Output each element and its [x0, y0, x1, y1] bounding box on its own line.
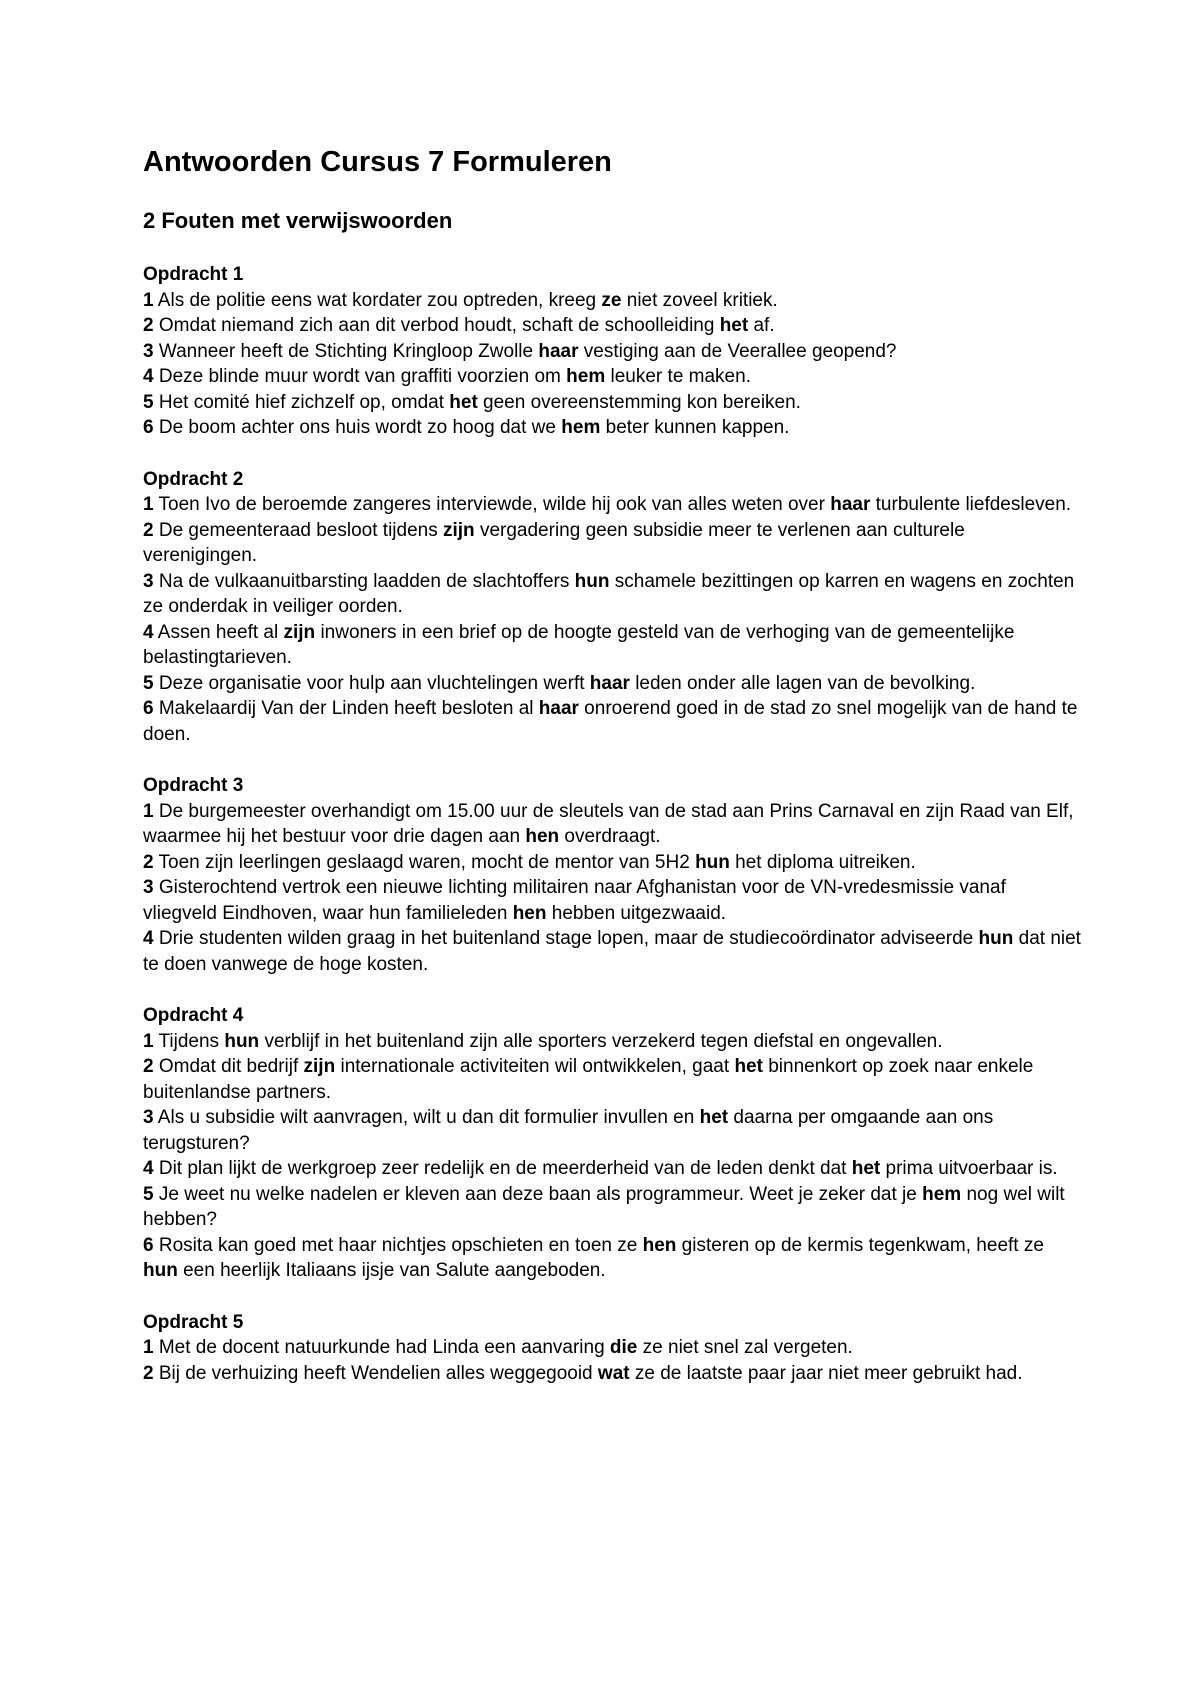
answer-number: 1: [143, 1337, 154, 1358]
answer-text: Deze organisatie voor hulp aan vluchtelingen werft: [153, 672, 590, 694]
answer-line: [143, 364, 1083, 390]
answer-text: ze niet snel zal vergeten.: [637, 1337, 853, 1358]
answer-keyword: hun: [695, 851, 730, 873]
answer-number: 1: [143, 1030, 154, 1052]
answer-text: De gemeenteraad besloot tijdens: [153, 519, 443, 541]
answer-keyword: haar: [830, 494, 871, 515]
answer-line: [143, 518, 1083, 569]
answer-line: [143, 671, 1083, 697]
answer-number: 4: [143, 366, 154, 387]
answer-keyword: zijn: [303, 1056, 336, 1077]
answer-text: Het comité hief zichzelf op, omdat: [153, 391, 450, 413]
exercise-2: [143, 467, 1083, 748]
answer-keyword: ze: [601, 289, 622, 311]
answer-text: Assen heeft al: [153, 621, 284, 643]
answer-line: [143, 799, 1083, 850]
answer-number: 3: [143, 570, 154, 592]
answer-text: gisteren op de kermis tegenkwam, heeft ze: [676, 1234, 1044, 1256]
answer-text: Rosita kan goed met haar nichtjes opschieten en toen ze: [153, 1234, 643, 1256]
answer-text: turbulente liefdesleven.: [870, 494, 1072, 515]
answer-text: Wanneer heeft de Stichting Kringloop Zwolle: [153, 340, 539, 362]
answer-keyword: het: [699, 1107, 729, 1128]
answer-keyword: hem: [561, 417, 601, 438]
answer-number: 5: [143, 1183, 154, 1205]
answer-text: Makelaardij Van der Linden heeft besloten al: [153, 698, 539, 719]
answer-text: Je weet nu welke nadelen er kleven aan deze baan als programmeur. Weet je zeker dat je: [153, 1183, 923, 1205]
document-page: [143, 142, 1083, 1386]
answer-text: internationale activiteiten wil ontwikkelen, gaat: [335, 1056, 735, 1077]
answer-text: De boom achter ons huis wordt zo hoog dat we: [153, 417, 562, 438]
answer-keyword: het: [851, 1158, 881, 1179]
answer-number: 1: [143, 494, 154, 515]
answer-keyword: haar: [538, 340, 579, 362]
answer-line: [143, 1054, 1083, 1105]
answer-keyword: hem: [922, 1183, 962, 1205]
answer-text: leuker te maken.: [605, 366, 751, 387]
answer-keyword: het: [449, 391, 478, 413]
answer-text: Gisterochtend vertrok een nieuwe lichting militairen naar Afghanistan voor de VN-vredesmissie vanaf vliegveld Eindhoven, waar hun familieleden: [143, 877, 1006, 924]
exercise-4: [143, 1003, 1083, 1284]
answer-text: overdraagt.: [559, 826, 661, 847]
answer-number: 2: [143, 1056, 154, 1077]
answer-keyword: wat: [597, 1362, 630, 1384]
exercise-3: [143, 773, 1083, 977]
answer-number: 3: [143, 877, 154, 898]
answer-keyword: hun: [574, 570, 610, 592]
answer-line: [143, 313, 1083, 339]
exercise-1: [143, 262, 1083, 441]
answer-text: ze de laatste paar jaar niet meer gebruikt had.: [629, 1362, 1023, 1384]
answer-line: [143, 926, 1083, 977]
answer-text: Omdat dit bedrijf: [153, 1056, 304, 1077]
answer-text: Bij de verhuizing heeft Wendelien alles weggegooid: [153, 1362, 598, 1384]
answer-keyword: haar: [589, 672, 630, 694]
answer-line: [143, 390, 1083, 416]
exercise-heading: Opdracht 3: [143, 775, 244, 796]
answer-number: 2: [143, 315, 154, 336]
answer-text: het diploma uitreiken.: [729, 851, 916, 873]
answer-keyword: zijn: [283, 621, 316, 643]
answer-text: Tijdens: [153, 1030, 225, 1052]
answer-keyword: hen: [512, 902, 547, 924]
exercise-heading: Opdracht 2: [143, 468, 244, 490]
answer-line: [143, 1029, 1083, 1055]
answer-line: [143, 696, 1083, 747]
answer-text: een heerlijk Italiaans ijsje van Salute aangeboden.: [177, 1260, 606, 1281]
answer-text: hebben uitgezwaaid.: [546, 902, 727, 924]
answer-keyword: haar: [538, 698, 579, 719]
answer-number: 3: [143, 1107, 154, 1128]
answer-line: [143, 288, 1083, 314]
answer-text: De burgemeester overhandigt om 15.00 uur de sleutels van de stad aan Prins Carnaval en zijn Raad van Elf, waarmee hij het bestuur voor drie dagen aan: [143, 800, 1074, 847]
exercise-heading: Opdracht 5: [143, 1311, 244, 1333]
exercise-list: [143, 262, 1083, 1386]
document-title: Antwoorden Cursus 7 Formuleren: [143, 146, 612, 178]
answer-line: [143, 339, 1083, 365]
answer-keyword: hen: [525, 826, 560, 847]
answer-number: 4: [143, 621, 154, 643]
answer-text: Omdat niemand zich aan dit verbod houdt, schaft de schoolleiding: [153, 315, 720, 336]
answer-number: 2: [143, 519, 154, 541]
answer-text: vergadering geen subsidie meer te verlenen aan culturele verenigingen.: [143, 519, 965, 566]
answer-text: nog wel wilt hebben?: [143, 1183, 1065, 1230]
answer-text: geen overeenstemming kon bereiken.: [477, 391, 801, 413]
answer-keyword: zijn: [443, 519, 475, 541]
answer-keyword: het: [734, 1056, 763, 1077]
answer-text: verblijf in het buitenland zijn alle sporters verzekerd tegen diefstal en ongevallen.: [259, 1030, 943, 1052]
exercise-heading: Opdracht 1: [143, 264, 244, 285]
answer-text: prima uitvoerbaar is.: [880, 1158, 1058, 1179]
answer-number: 5: [143, 391, 154, 413]
answer-number: 4: [143, 1158, 154, 1179]
answer-text: Deze blinde muur wordt van graffiti voorzien om: [153, 366, 567, 387]
answer-number: 2: [143, 851, 154, 873]
answer-keyword: hun: [143, 1260, 178, 1281]
answer-text: inwoners in een brief op de hoogte gesteld van de verhoging van de gemeentelijke belastingtarieven.: [143, 621, 1015, 668]
answer-text: niet zoveel kritiek.: [621, 289, 778, 311]
answer-text: onroerend goed in de stad zo snel mogelijk van de hand te doen.: [143, 698, 1078, 745]
answer-keyword: het: [719, 315, 749, 336]
section-title: 2 Fouten met verwijswoorden: [143, 208, 453, 233]
answer-number: 1: [143, 800, 154, 822]
answer-text: dat niet te doen vanwege de hoge kosten.: [143, 928, 1081, 975]
answer-keyword: hen: [642, 1234, 677, 1256]
answer-line: [143, 569, 1083, 620]
answer-text: Toen Ivo de beroemde zangeres interviewde, wilde hij ook van alles weten over: [153, 494, 831, 515]
answer-line: [143, 415, 1083, 441]
answer-number: 2: [143, 1362, 154, 1384]
answer-text: Na de vulkaanuitbarsting laadden de slachtoffers: [153, 570, 575, 592]
answer-line: [143, 620, 1083, 671]
answer-text: vestiging aan de Veerallee geopend?: [578, 340, 897, 362]
answer-text: binnenkort op zoek naar enkele buitenlandse partners.: [143, 1056, 1034, 1103]
answer-line: [143, 850, 1083, 876]
answer-line: [143, 1105, 1083, 1156]
answer-text: Toen zijn leerlingen geslaagd waren, mocht de mentor van 5H2: [153, 851, 696, 873]
answer-text: schamele bezittingen op karren en wagens en zochten ze onderdak in veiliger oorden.: [143, 570, 1075, 617]
answer-text: Drie studenten wilden graag in het buitenland stage lopen, maar de studiecoördinator adviseerde: [153, 928, 979, 949]
answer-line: [143, 1335, 1083, 1361]
answer-number: 3: [143, 340, 154, 362]
answer-text: Dit plan lijkt de werkgroep zeer redelijk en de meerderheid van de leden denkt dat: [153, 1158, 852, 1179]
answer-keyword: hun: [224, 1030, 260, 1052]
answer-text: Als u subsidie wilt aanvragen, wilt u dan dit formulier invullen en: [153, 1107, 700, 1128]
answer-number: 6: [143, 698, 154, 719]
answer-text: Als de politie eens wat kordater zou optreden, kreeg: [153, 289, 602, 311]
answer-line: [143, 1361, 1083, 1387]
answer-number: 5: [143, 672, 154, 694]
answer-number: 1: [143, 289, 154, 311]
answer-line: [143, 492, 1083, 518]
answer-text: daarna per omgaande aan ons terugsturen?: [143, 1107, 994, 1154]
answer-line: [143, 875, 1083, 926]
exercise-5: [143, 1310, 1083, 1387]
answer-number: 6: [143, 1234, 154, 1256]
answer-line: [143, 1156, 1083, 1182]
answer-line: [143, 1182, 1083, 1233]
answer-number: 4: [143, 928, 154, 949]
answer-text: leden onder alle lagen van de bevolking.: [629, 672, 976, 694]
answer-text: Met de docent natuurkunde had Linda een aanvaring: [153, 1337, 610, 1358]
answer-number: 6: [143, 417, 154, 438]
answer-keyword: hem: [566, 366, 606, 387]
exercise-heading: Opdracht 4: [143, 1005, 244, 1026]
answer-keyword: hun: [978, 928, 1014, 949]
answer-text: beter kunnen kappen.: [600, 417, 790, 438]
answer-line: [143, 1233, 1083, 1284]
answer-keyword: die: [609, 1337, 638, 1358]
answer-text: af.: [748, 315, 775, 336]
